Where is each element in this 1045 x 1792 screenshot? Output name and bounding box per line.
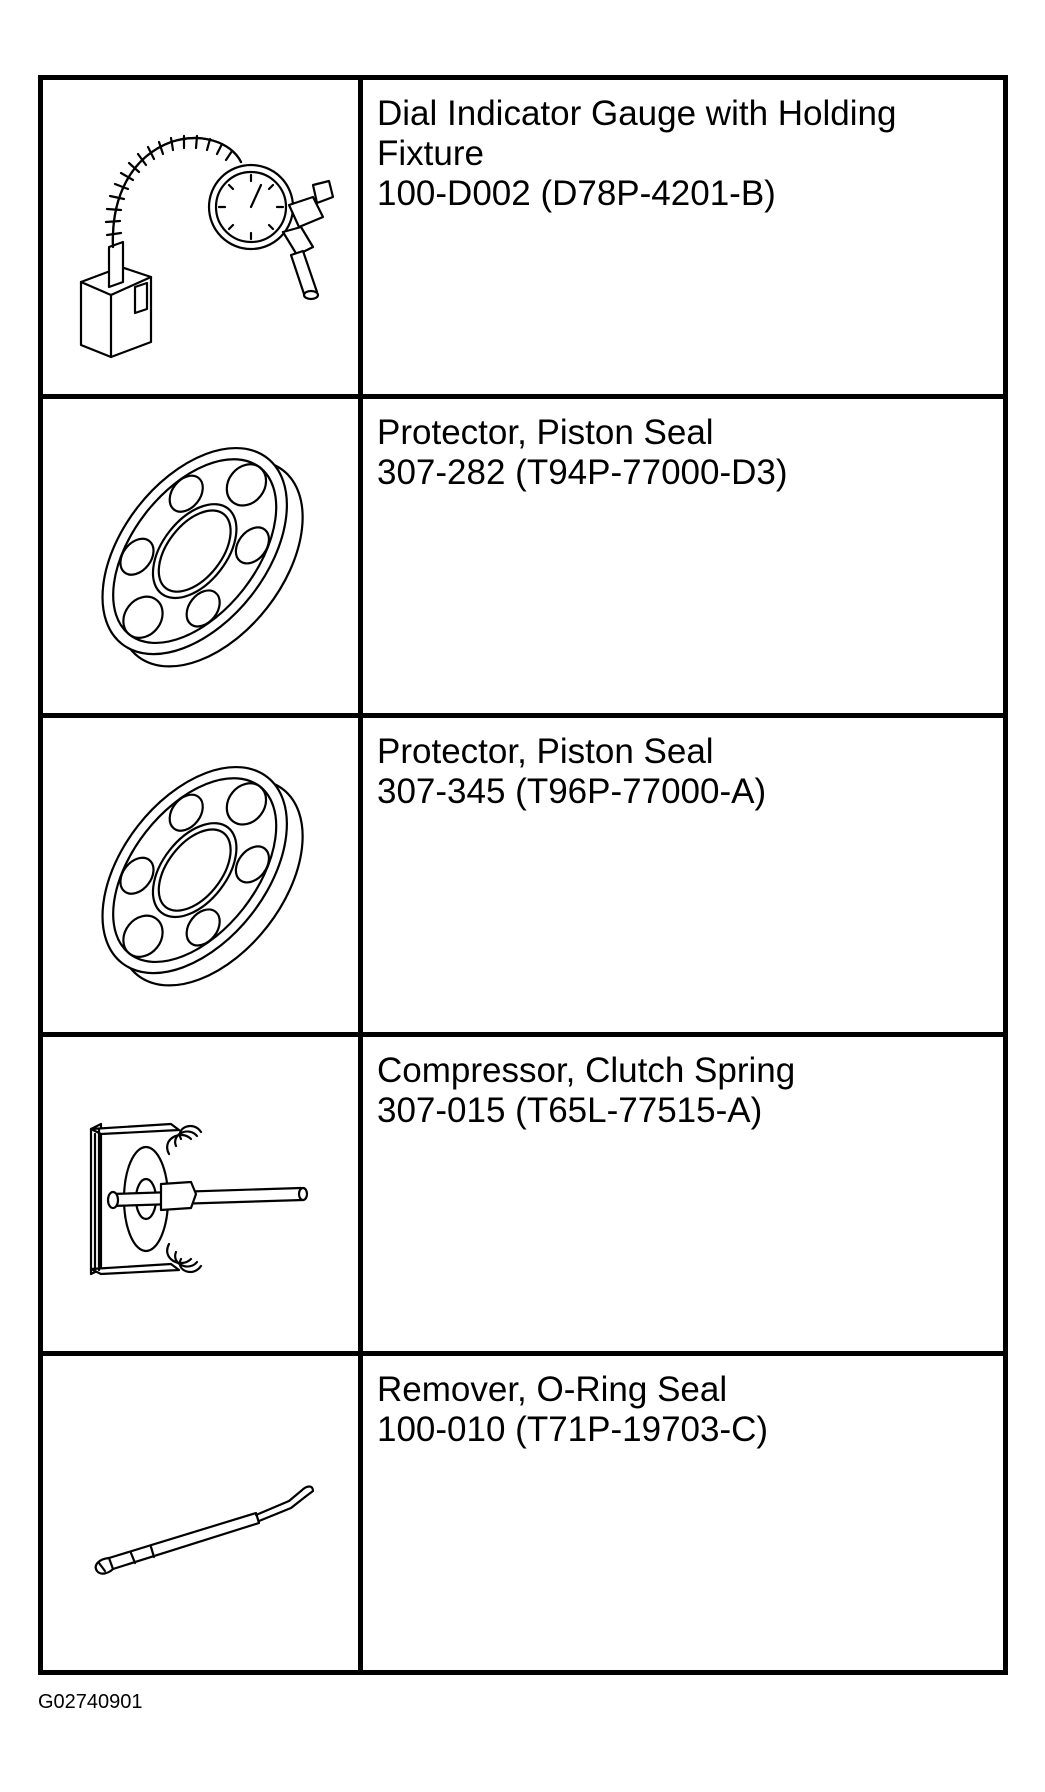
clutch-spring-compressor-icon (51, 1044, 351, 1344)
tool-description-cell (363, 399, 1003, 713)
piston-seal-protector-icon (51, 406, 351, 706)
tool-illustration-cell (43, 1356, 363, 1670)
piston-seal-protector-icon (51, 725, 351, 1025)
tool-part-number: 307-015 (T65L-77515-A) (377, 1091, 763, 1130)
tool-part-number: 307-282 (T94P-77000-D3) (377, 453, 788, 492)
tool-illustration-cell (43, 399, 363, 713)
tool-part-number: 307-345 (T96P-77000-A) (377, 772, 767, 811)
tool-description-cell (363, 80, 1003, 394)
tool-illustration-cell (43, 80, 363, 394)
tool-row (43, 399, 1003, 718)
tool-name: Protector, Piston Seal (377, 413, 714, 452)
tool-name: Dial Indicator Gauge with Holding (377, 94, 897, 133)
tool-part-number: 100-010 (T71P-19703-C) (377, 1410, 769, 1449)
tool-row (43, 1356, 1003, 1670)
tool-name: Compressor, Clutch Spring (377, 1051, 796, 1090)
special-tools-table (38, 75, 1008, 1675)
o-ring-seal-remover-icon (51, 1363, 351, 1663)
tool-description-cell (363, 1356, 1003, 1670)
dial-indicator-gauge-icon (51, 87, 351, 387)
tool-name: Remover, O-Ring Seal (377, 1370, 728, 1409)
tool-name: Fixture (377, 134, 484, 173)
tool-description-cell (363, 718, 1003, 1032)
tool-row (43, 718, 1003, 1037)
tool-illustration-cell (43, 1037, 363, 1351)
tool-description-cell (363, 1037, 1003, 1351)
tool-part-number: 100-D002 (D78P-4201-B) (377, 174, 776, 213)
tool-illustration-cell (43, 718, 363, 1032)
tool-name: Protector, Piston Seal (377, 732, 714, 771)
figure-id-caption: G02740901 (38, 1691, 143, 1713)
tool-row (43, 1037, 1003, 1356)
tool-row (43, 80, 1003, 399)
